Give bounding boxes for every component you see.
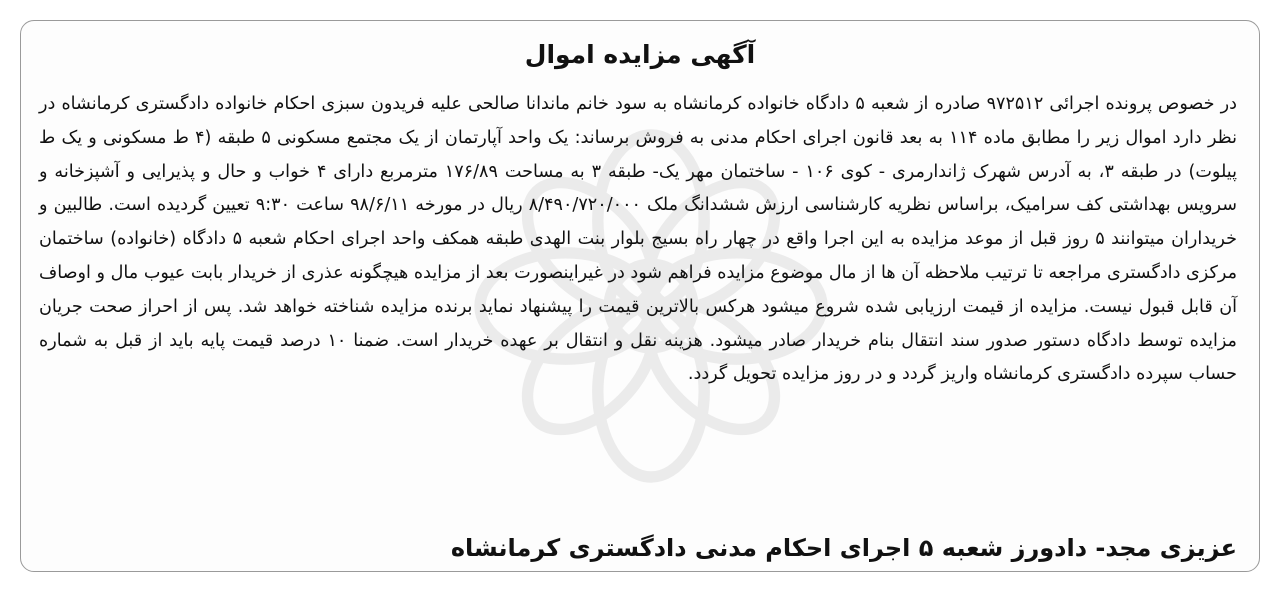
notice-frame [20, 20, 1260, 572]
notice-title: آگهی مزایده اموال [524, 40, 756, 69]
notice-body: در خصوص پرونده اجرائی ۹۷۲۵۱۲ صادره از شعبه ۵ دادگاه خانواده کرمانشاه به سود خانم ماندانا صالحی علیه فریدون سبزی احکام خانواده دادگستری کرمانشاه در نظر دارد اموال زیر را مطابق ماده ۱۱۴ به بعد قانون اجرای احکام مدنی به فروش برساند: یک واحد آپارتمان از یک مجتمع مسکونی ۵ طبقه (۴ ط مسکونی و یک ط پیلوت) در طبقه ۳، به آدرس شهرک ژاندارمری - کوی ۱۰۶ - ساختمان مهر یک- طبقه ۳ به مساحت ۱۷۶/۸۹ مترمربع دارای ۴ خواب و حال و پذیرایی و آشپزخانه و سرویس بهداشتی کف سرامیک، براساس نظریه کارشناسی ارزش ششدانگ ملک ۸/۴۹۰/۷۲۰/۰۰۰ ریال در مورخه ۹۸/۶/۱۱ ساعت ۹:۳۰ تعیین گردیده است. طالبین و خریداران میتوانند ۵ روز قبل از موعد مزایده به این اجرا واقع در چهار راه بسیج بلوار بنت الهدی طبقه همکف واحد اجرای احکام شعبه ۵ دادگاه (خانواده) ساختمان مرکزی دادگستری مراجعه تا ترتیب ملاحظه آن ها از مال موضوع مزایده فراهم شود در غیراینصورت بعد از مزایده هیچگونه عذری از خریدار بابت عیوب مال و اوصاف آن قابل قبول نیست. مزایده از قیمت ارزیابی شده شروع میشود هرکس بالاترین قیمت را پیشنهاد نماید برنده مزایده شناخته خواهد شد. پس از احراز صحت جریان مزایده توسط دادگاه دستور صدور سند انتقال بنام خریدار صادر میشود. هزینه نقل و انتقال بر عهده خریدار است. ضمنا ۱۰ درصد قیمت پایه باید از قبل به شماره حساب سپرده دادگستری کرمانشاه واریز گردد و در روز مزایده تحویل گردد. [39, 94, 1238, 385]
notice-signature: عزیزی مجد- دادورز شعبه ۵ اجرای احکام مدنی دادگستری کرمانشاه [450, 534, 1237, 562]
